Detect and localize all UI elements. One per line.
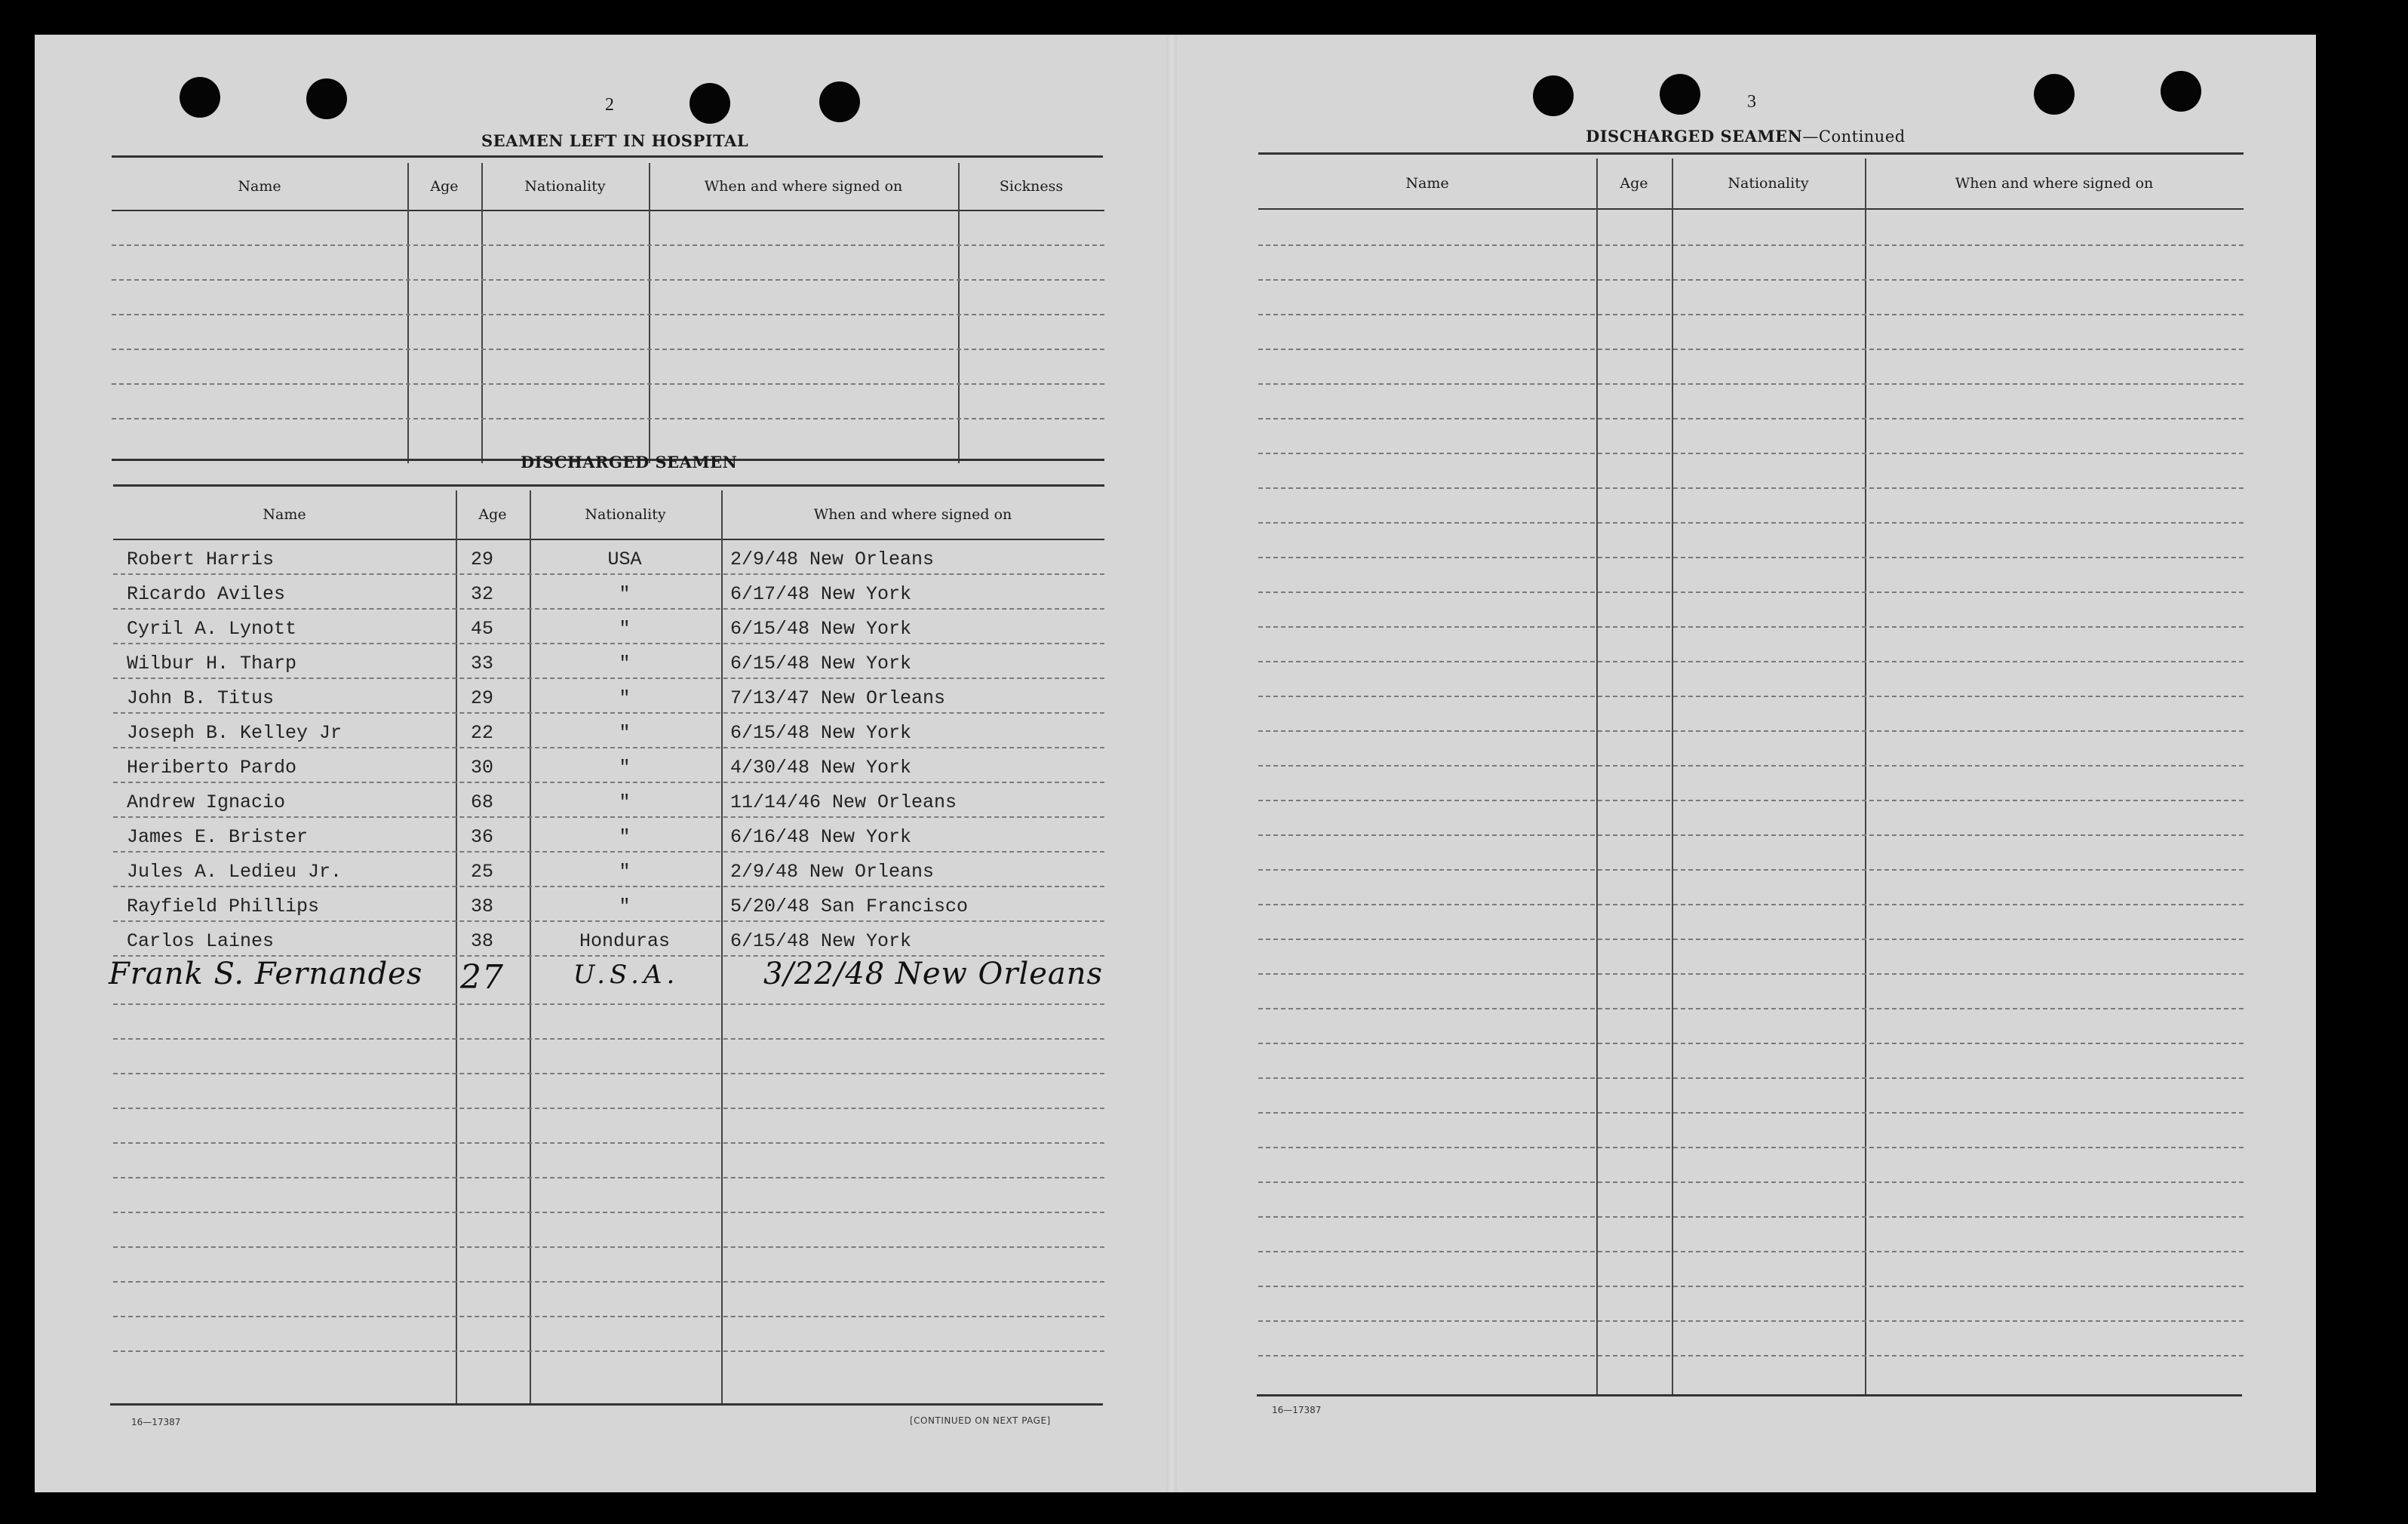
seaman-name: Rayfield Phillips: [127, 896, 320, 917]
right-ruled-line: [1258, 939, 2244, 940]
seaman-signed-on: 11/14/46 New Orleans: [730, 791, 957, 813]
discharged-ruled-line: [113, 1003, 1104, 1005]
table-row: [113, 608, 1104, 643]
seaman-signed-on: 6/15/48 New York: [730, 653, 912, 674]
seaman-nationality: Honduras: [579, 930, 671, 952]
seaman-name: Jules A. Ledieu Jr.: [127, 861, 342, 883]
hospital-col-name: Name: [238, 178, 281, 195]
discharged-col-nationality: Nationality: [585, 506, 666, 523]
discharged-ruled-line: [113, 1038, 1104, 1040]
handwritten-nationality: U.S.A.: [573, 960, 680, 990]
right-top-rule: [1258, 152, 2244, 155]
table-row: [113, 886, 1104, 920]
handwritten-signed-on: 3/22/48 New Orleans: [763, 957, 1104, 991]
seaman-age: 29: [471, 687, 494, 709]
seaman-nationality: ": [619, 583, 631, 605]
seaman-name: Ricardo Aviles: [127, 583, 286, 605]
seaman-nationality: ": [619, 653, 631, 674]
punch-hole: [1660, 74, 1700, 115]
right-section-title-text: DISCHARGED SEAMEN: [1586, 127, 1803, 146]
left-form-number: 16—17387: [131, 1417, 181, 1427]
seaman-name: Heriberto Pardo: [127, 757, 297, 779]
discharged-ruled-line: [113, 1177, 1104, 1178]
hospital-ruled-line: [112, 383, 1104, 385]
hospital-col-signed-on: When and where signed on: [704, 178, 903, 195]
seaman-name: Cyril A. Lynott: [127, 618, 297, 640]
discharged-section-title: DISCHARGED SEAMEN: [521, 453, 738, 472]
discharged-bottom-rule: [110, 1403, 1103, 1406]
seaman-age: 33: [471, 653, 494, 674]
seaman-name: Wilbur H. Tharp: [127, 653, 297, 674]
punch-hole: [180, 77, 220, 118]
right-ruled-line: [1258, 557, 2244, 558]
seaman-nationality: ": [619, 896, 631, 917]
right-ruled-line: [1258, 904, 2244, 905]
seaman-signed-on: 4/30/48 New York: [730, 757, 912, 779]
right-col-signed-on: When and where signed on: [1955, 175, 2154, 192]
hospital-col-sickness: Sickness: [999, 178, 1064, 195]
punch-hole: [306, 78, 347, 119]
right-ruled-line: [1258, 1112, 2244, 1114]
right-ruled-line: [1258, 1286, 2244, 1287]
discharged-ruled-line: [113, 1212, 1104, 1213]
seaman-nationality: USA: [607, 548, 642, 570]
table-row: [113, 643, 1104, 678]
right-ruled-line: [1258, 626, 2244, 628]
hospital-table-header: [112, 163, 1104, 211]
seaman-age: 22: [471, 722, 494, 744]
right-divider: [1596, 158, 1598, 1396]
table-row: [113, 851, 1104, 886]
right-ruled-line: [1258, 244, 2244, 246]
seaman-signed-on: 6/17/48 New York: [730, 583, 912, 605]
right-col-name: Name: [1405, 175, 1449, 192]
seaman-signed-on: 6/15/48 New York: [730, 618, 912, 640]
seaman-signed-on: 6/16/48 New York: [730, 826, 912, 848]
hospital-top-rule: [112, 155, 1103, 158]
seaman-signed-on: 7/13/47 New Orleans: [730, 687, 946, 709]
right-ruled-line: [1258, 834, 2244, 836]
seaman-nationality: ": [619, 861, 631, 883]
seaman-name: Andrew Ignacio: [127, 791, 286, 813]
discharged-ruled-line: [113, 1281, 1104, 1283]
right-col-age: Age: [1620, 175, 1648, 192]
table-row: [113, 539, 1104, 573]
discharged-col-name: Name: [263, 506, 306, 523]
seaman-age: 25: [471, 861, 494, 883]
right-col-nationality: Nationality: [1728, 175, 1809, 192]
hospital-ruled-line: [112, 279, 1104, 281]
left-page-number: 2: [605, 95, 614, 115]
table-row: [113, 712, 1104, 747]
right-ruled-line: [1258, 1181, 2244, 1183]
right-ruled-line: [1258, 418, 2244, 419]
seaman-name: James E. Brister: [127, 826, 309, 848]
right-page-number: 3: [1747, 92, 1756, 112]
seaman-age: 29: [471, 548, 494, 570]
punch-hole: [819, 81, 860, 122]
seaman-age: 45: [471, 618, 494, 640]
right-bottom-rule: [1257, 1394, 2242, 1396]
right-ruled-line: [1258, 973, 2244, 975]
seaman-signed-on: 2/9/48 New Orleans: [730, 548, 935, 570]
right-ruled-line: [1258, 765, 2244, 767]
hospital-ruled-line: [112, 244, 1104, 246]
handwritten-age: 27: [460, 958, 504, 997]
discharged-top-rule: [113, 484, 1104, 487]
right-ruled-line: [1258, 522, 2244, 524]
table-row: [113, 678, 1104, 712]
discharged-ruled-line: [113, 1246, 1104, 1248]
punch-hole: [2161, 71, 2201, 112]
right-ruled-line: [1258, 1008, 2244, 1009]
hospital-col-age: Age: [430, 178, 459, 195]
right-ruled-line: [1258, 1077, 2244, 1079]
seaman-name: Joseph B. Kelley Jr: [127, 722, 342, 744]
right-table-header: [1258, 158, 2244, 210]
table-row: [113, 920, 1104, 955]
right-ruled-line: [1258, 869, 2244, 871]
discharged-ruled-line: [113, 1316, 1104, 1317]
punch-hole: [1533, 75, 1574, 116]
right-section-title-suffix: —Continued: [1802, 128, 1906, 146]
seaman-signed-on: 2/9/48 New Orleans: [730, 861, 935, 883]
discharged-ruled-line: [113, 1350, 1104, 1352]
discharged-table: [109, 490, 1104, 1405]
seaman-nationality: ": [619, 757, 631, 779]
seaman-age: 38: [471, 930, 494, 952]
discharged-ruled-line: [113, 1073, 1104, 1074]
seaman-age: 38: [471, 896, 494, 917]
seaman-signed-on: 5/20/48 San Francisco: [730, 896, 969, 917]
seaman-name: John B. Titus: [127, 687, 275, 709]
right-ruled-line: [1258, 453, 2244, 454]
seaman-nationality: ": [619, 791, 631, 813]
handwritten-name: Frank S. Fernandes: [109, 957, 423, 991]
right-ruled-line: [1258, 730, 2244, 732]
discharged-ruled-line: [113, 1142, 1104, 1144]
continued-note: [CONTINUED ON NEXT PAGE]: [910, 1415, 1051, 1426]
table-row: [113, 782, 1104, 816]
right-ruled-line: [1258, 1043, 2244, 1044]
discharged-ruled-line: [113, 1108, 1104, 1109]
hospital-section-title: SEAMEN LEFT IN HOSPITAL: [481, 131, 749, 150]
hospital-ruled-line: [112, 314, 1104, 315]
right-ruled-line: [1258, 383, 2244, 385]
discharged-col-age: Age: [478, 506, 507, 523]
seaman-age: 32: [471, 583, 494, 605]
handwritten-row: [109, 955, 1104, 1000]
table-row: [113, 573, 1104, 608]
right-divider: [1672, 158, 1673, 1396]
punch-hole: [690, 83, 730, 124]
right-section-title: [1586, 127, 1906, 146]
right-ruled-line: [1258, 1355, 2244, 1357]
seaman-nationality: ": [619, 618, 631, 640]
table-row: [113, 816, 1104, 851]
discharged-col-signed-on: When and where signed on: [813, 506, 1012, 523]
right-form-number: 16—17387: [1272, 1405, 1322, 1415]
seaman-nationality: ": [619, 722, 631, 744]
seaman-age: 30: [471, 757, 494, 779]
right-ruled-line: [1258, 1216, 2244, 1218]
right-ruled-line: [1258, 1320, 2244, 1322]
hospital-ruled-line: [112, 418, 1104, 419]
right-ruled-line: [1258, 661, 2244, 662]
seaman-nationality: ": [619, 687, 631, 709]
right-ruled-line: [1258, 1147, 2244, 1148]
right-ruled-line: [1258, 487, 2244, 489]
seaman-signed-on: 6/15/48 New York: [730, 930, 912, 952]
right-ruled-line: [1258, 279, 2244, 281]
right-ruled-line: [1258, 696, 2244, 697]
right-divider: [1865, 158, 1866, 1396]
right-ruled-line: [1258, 591, 2244, 593]
discharged-table-header: [113, 490, 1104, 540]
right-discharged-table: [1258, 158, 2244, 1396]
hospital-col-nationality: Nationality: [524, 178, 606, 195]
seaman-name: Carlos Laines: [127, 930, 275, 952]
seaman-signed-on: 6/15/48 New York: [730, 722, 912, 744]
hospital-ruled-line: [112, 349, 1104, 350]
seaman-nationality: ": [619, 826, 631, 848]
seaman-name: Robert Harris: [127, 548, 275, 570]
seaman-age: 68: [471, 791, 494, 813]
punch-hole: [2034, 74, 2075, 115]
hospital-table: [112, 163, 1104, 463]
right-ruled-line: [1258, 314, 2244, 315]
right-ruled-line: [1258, 800, 2244, 801]
right-ruled-line: [1258, 349, 2244, 350]
table-row: [113, 747, 1104, 782]
right-ruled-line: [1258, 1251, 2244, 1252]
page-fold: [1166, 35, 1177, 1492]
manifest-sheet: [35, 35, 2316, 1492]
seaman-age: 36: [471, 826, 494, 848]
